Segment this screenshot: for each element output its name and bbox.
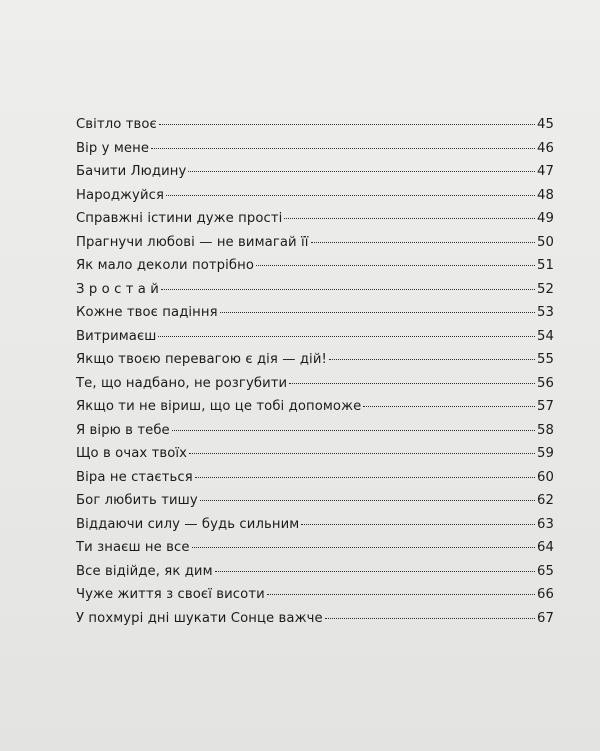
toc-entry-page: 53	[537, 305, 554, 320]
toc-entry-page: 56	[537, 375, 554, 391]
dot-leader	[267, 594, 535, 595]
toc-entry	[76, 376, 554, 400]
toc-entry-page: 51	[537, 258, 554, 273]
dot-leader	[311, 242, 535, 243]
toc-entry-title: Я вірю в тебе	[76, 422, 170, 438]
toc-entry-title: Народжуйся	[76, 187, 164, 203]
dot-leader	[195, 477, 535, 478]
toc-entry-title: Якщо твоєю перевагою є дія — дій!	[76, 352, 327, 367]
dot-leader	[189, 453, 535, 454]
dot-leader	[200, 500, 535, 501]
table-of-contents	[76, 117, 554, 634]
toc-entry-page: 47	[537, 164, 554, 179]
toc-entry-page: 52	[537, 281, 554, 297]
toc-entry-title: Віра не стається	[76, 469, 193, 485]
toc-entry-title: Прагнучи любові — не вимагай її	[76, 234, 309, 250]
toc-entry-page: 67	[537, 610, 554, 626]
toc-entry-title: Світло твоє	[76, 117, 157, 132]
toc-entry-page: 66	[537, 587, 554, 602]
toc-entry-page: 57	[537, 399, 554, 414]
dot-leader	[301, 524, 535, 525]
toc-entry-page: 54	[537, 328, 554, 344]
dot-leader	[329, 359, 535, 360]
toc-entry-page: 49	[537, 211, 554, 226]
dot-leader	[158, 336, 535, 337]
toc-entry-page: 60	[537, 469, 554, 485]
toc-entry-title: Як мало деколи потрібно	[76, 258, 255, 273]
dot-leader	[159, 124, 535, 125]
toc-entry-page: 62	[537, 493, 554, 508]
toc-entry	[76, 540, 554, 564]
dot-leader	[289, 383, 535, 384]
dot-leader	[325, 618, 535, 619]
toc-entry-page: 64	[537, 540, 554, 555]
toc-entry	[76, 564, 554, 588]
toc-entry	[76, 423, 554, 447]
toc-entry-page: 55	[537, 352, 554, 367]
dot-leader	[256, 265, 535, 266]
toc-entry	[76, 117, 554, 141]
toc-entry	[76, 141, 554, 165]
toc-entry-title: Ти знаєш не все	[76, 540, 190, 555]
dot-leader	[192, 547, 535, 548]
toc-entry	[76, 235, 554, 259]
dot-leader	[215, 571, 535, 572]
toc-entry-title: З р о с т а й	[76, 281, 159, 297]
toc-entry	[76, 446, 554, 470]
toc-entry	[76, 305, 554, 329]
toc-entry-page: 59	[537, 446, 554, 461]
toc-entry-page: 45	[537, 117, 554, 132]
dot-leader	[363, 406, 535, 407]
dot-leader	[220, 312, 535, 313]
toc-entry	[76, 399, 554, 423]
toc-entry	[76, 352, 554, 376]
toc-entry-title: Кожне твоє падіння	[76, 305, 218, 320]
toc-entry-page: 63	[537, 516, 554, 532]
toc-entry-title: Бачити Людину	[76, 164, 187, 179]
toc-entry-page: 50	[537, 234, 554, 250]
toc-entry	[76, 470, 554, 494]
toc-entry-page: 65	[537, 563, 554, 579]
toc-entry	[76, 587, 554, 611]
dot-leader	[151, 148, 535, 149]
dot-leader	[188, 171, 535, 172]
toc-entry-page: 58	[537, 422, 554, 438]
toc-entry	[76, 164, 554, 188]
toc-entry	[76, 611, 554, 635]
toc-entry-title: Чуже життя з своєї висоти	[76, 587, 265, 602]
toc-entry-title: Справжні істини дуже прості	[76, 211, 283, 226]
dot-leader	[172, 430, 535, 431]
toc-entry-title: Бог любить тишу	[76, 493, 198, 508]
toc-entry-title: Вір у мене	[76, 140, 150, 156]
toc-entry	[76, 258, 554, 282]
dot-leader	[166, 195, 535, 196]
dot-leader	[161, 289, 535, 290]
dot-leader	[284, 218, 535, 219]
toc-entry	[76, 329, 554, 353]
toc-entry	[76, 282, 554, 306]
toc-entry-title: Якщо ти не віриш, що це тобі допоможе	[76, 399, 362, 414]
toc-entry	[76, 493, 554, 517]
toc-entry-title: Що в очах твоїх	[76, 446, 188, 461]
toc-entry-title: Все відійде, як дим	[76, 563, 213, 579]
toc-entry-page: 48	[537, 187, 554, 203]
toc-entry-title: У похмурі дні шукати Сонце важче	[76, 610, 323, 626]
toc-entry	[76, 211, 554, 235]
toc-entry-title: Витримаєш	[76, 328, 157, 344]
toc-entry	[76, 517, 554, 541]
toc-entry	[76, 188, 554, 212]
toc-entry-title: Те, що надбано, не розгубити	[76, 375, 288, 391]
toc-entry-page: 46	[537, 140, 554, 156]
toc-entry-title: Віддаючи силу — будь сильним	[76, 516, 300, 532]
